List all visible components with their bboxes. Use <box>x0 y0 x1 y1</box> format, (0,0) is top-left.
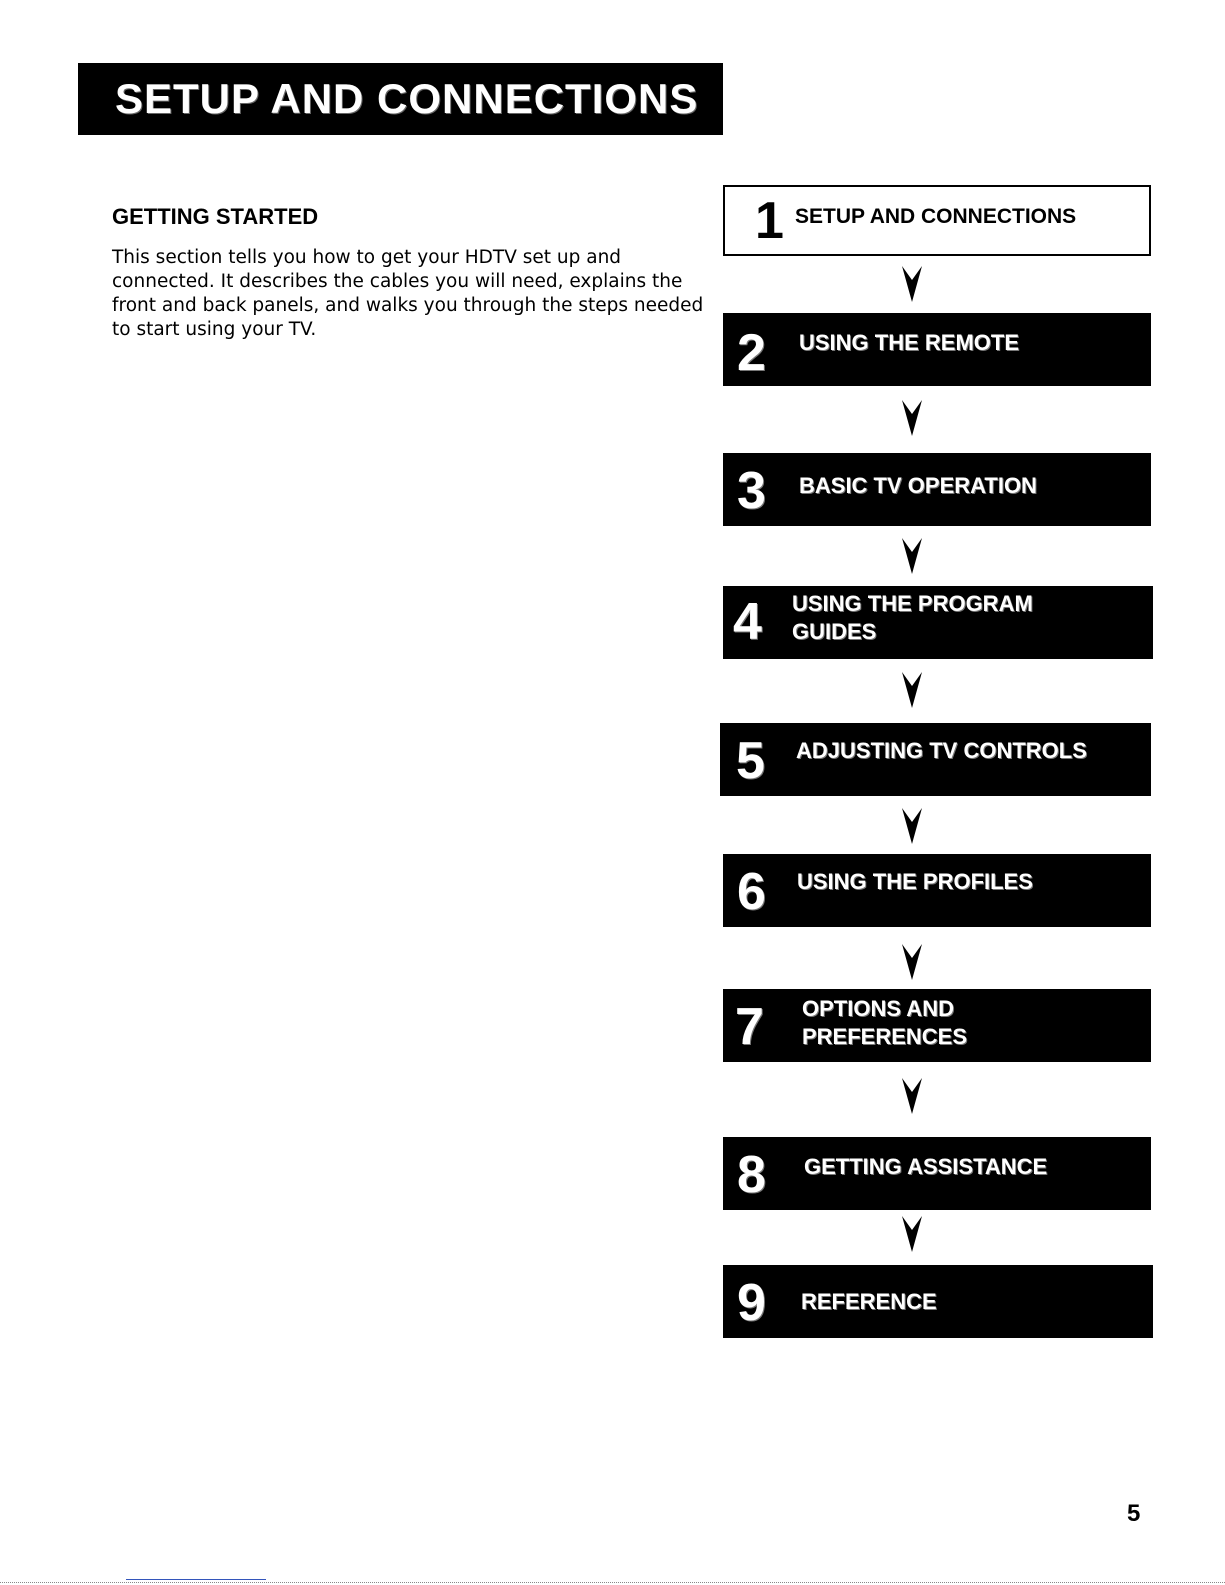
chapter-step-2[interactable] <box>723 313 1151 386</box>
step-label: ADJUSTING TV CONTROLS <box>796 738 1087 763</box>
step-number: 4 <box>733 593 762 651</box>
step-label: USING THE PROGRAM GUIDES <box>792 591 1033 644</box>
chapter-step-7[interactable] <box>723 989 1151 1062</box>
chapter-step-3[interactable] <box>723 453 1151 526</box>
step-label: BASIC TV OPERATION <box>799 473 1037 498</box>
page-number: 5 <box>1127 1500 1141 1527</box>
chapter-step-1[interactable] <box>723 185 1151 256</box>
section-heading: GETTING STARTED <box>112 204 319 229</box>
step-number: 8 <box>737 1146 766 1204</box>
step-number: 7 <box>735 998 764 1056</box>
down-arrow-icon <box>900 264 924 304</box>
section-paragraph: This section tells you how to get your HDTV set up and connected. It describes the cables you will need, explains the front and back panels, and walks you through the steps needed to start using your TV. <box>112 247 704 340</box>
down-arrow-icon <box>900 1076 924 1116</box>
chapter-step-6[interactable] <box>723 854 1151 927</box>
step-label: GETTING ASSISTANCE <box>804 1154 1048 1179</box>
step-number: 2 <box>737 324 766 382</box>
down-arrow-icon <box>900 670 924 710</box>
step-label: USING THE REMOTE <box>799 330 1020 355</box>
step-label: OPTIONS AND PREFERENCES <box>802 996 968 1049</box>
chapter-step-5[interactable] <box>720 723 1151 796</box>
step-label: REFERENCE <box>801 1289 937 1314</box>
chapter-banner <box>78 63 723 135</box>
down-arrow-icon <box>900 1214 924 1254</box>
step-number: 6 <box>737 863 766 921</box>
footer-link-underline <box>126 1579 266 1580</box>
step-number: 1 <box>755 192 784 250</box>
down-arrow-icon <box>900 806 924 846</box>
step-number: 9 <box>737 1274 766 1332</box>
footer-divider <box>0 1582 1225 1583</box>
step-label: SETUP AND CONNECTIONS <box>795 205 1077 228</box>
step-label: USING THE PROFILES <box>797 869 1033 894</box>
step-number: 5 <box>736 732 765 790</box>
chapter-title: SETUP AND CONNECTIONS <box>115 75 699 122</box>
chapter-step-4[interactable] <box>723 586 1153 659</box>
chapter-step-9[interactable] <box>723 1265 1153 1338</box>
down-arrow-icon <box>900 536 924 576</box>
down-arrow-icon <box>900 398 924 438</box>
step-number: 3 <box>737 462 766 520</box>
chapter-step-8[interactable] <box>723 1137 1151 1210</box>
down-arrow-icon <box>900 942 924 982</box>
